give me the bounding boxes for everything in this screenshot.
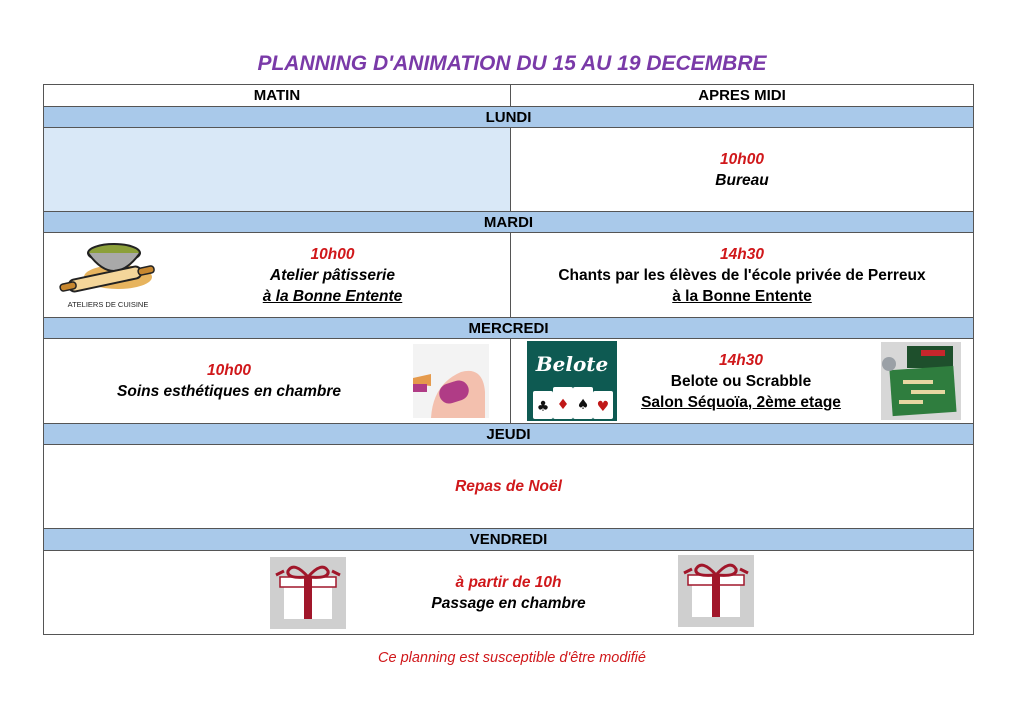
wednesday-morning-cell [44,339,511,423]
friday-activity: Passage en chambre [431,594,586,612]
day-row-monday [44,128,973,212]
wednesday-afternoon-time: 14h30 [719,351,763,369]
monday-afternoon-cell [511,128,973,211]
friday-time: à partir de 10h [455,573,562,591]
column-header-afternoon: APRES MIDI [698,87,786,104]
belote-image-text: Belote [535,352,609,376]
manicure-icon [413,344,489,418]
day-row-thursday [44,445,973,529]
day-header-monday: LUNDI [44,107,973,128]
gift-icon [678,555,754,627]
svg-text:♣: ♣ [536,399,550,415]
wednesday-afternoon-activity: Belote ou Scrabble [670,372,812,390]
tuesday-afternoon-cell [511,233,973,317]
thursday-activity: Repas de Noël [455,478,562,495]
wednesday-afternoon-place: Salon Séquoïa, 2ème etage [641,393,841,411]
column-header-morning: MATIN [44,85,511,106]
cooking-workshop-icon [58,237,158,313]
page-title: PLANNING D'ANIMATION DU 15 AU 19 DECEMBRE [257,52,767,75]
wednesday-morning-time: 10h00 [207,362,251,379]
column-header-row [44,85,973,107]
tuesday-morning-time: 10h00 [310,245,355,263]
monday-afternoon-time: 10h00 [720,150,764,168]
thursday-cell [44,445,973,528]
wednesday-morning-activity: Soins esthétiques en chambre [117,383,341,400]
friday-cell [44,551,973,634]
tuesday-afternoon-place: à la Bonne Entente [672,287,812,305]
day-header-friday: VENDREDI [44,529,973,551]
scrabble-game-icon [881,342,961,420]
belote-cards-icon [527,341,617,421]
day-header-thursday: JEUDI [44,424,973,445]
tuesday-morning-cell [44,233,511,317]
tuesday-morning-activity: Atelier pâtisserie [270,266,395,284]
monday-afternoon-activity: Bureau [715,171,769,189]
day-header-tuesday: MARDI [44,212,973,233]
wednesday-afternoon-cell [511,339,973,423]
monday-morning-cell [44,128,511,211]
cooking-workshop-caption: ATELIERS DE CUISINE [67,300,149,309]
day-row-wednesday [44,339,973,424]
tuesday-morning-place: à la Bonne Entente [262,287,403,305]
schedule-table [43,84,974,635]
footer-note: Ce planning est susceptible d'être modifié [378,650,646,666]
tuesday-afternoon-activity: Chants par les élèves de l'école privée de Perreux [558,266,926,284]
tuesday-afternoon-time: 14h30 [720,245,764,263]
svg-text:♥: ♥ [596,399,610,415]
svg-text:♦: ♦ [556,397,570,413]
day-row-friday [44,551,973,634]
day-header-wednesday: MERCREDI [44,318,973,339]
svg-text:♠: ♠ [576,397,590,413]
day-row-tuesday [44,233,973,318]
